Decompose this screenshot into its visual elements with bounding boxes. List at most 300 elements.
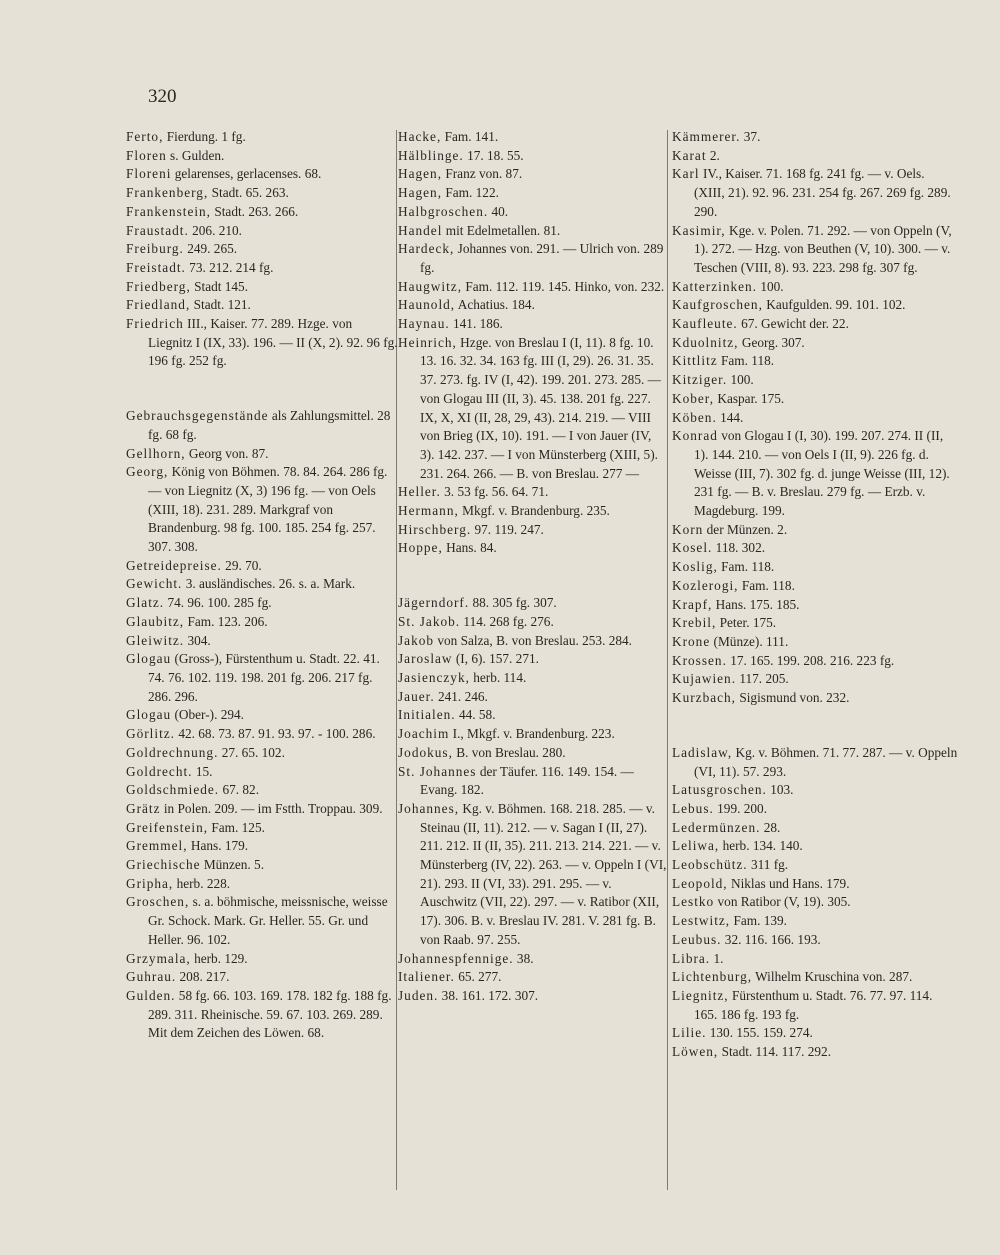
index-entry bbox=[398, 315, 668, 334]
index-entry bbox=[398, 650, 668, 669]
entry-references: Hans. 84. bbox=[442, 540, 497, 556]
index-entry bbox=[672, 837, 958, 856]
entry-headword: Glatz. bbox=[126, 595, 165, 611]
entry-headword: Krebil, bbox=[672, 615, 717, 631]
entry-headword: Konrad bbox=[672, 428, 718, 444]
entry-headword: Grzymala, bbox=[126, 950, 191, 966]
entry-references: 42. 68. 73. 87. 91. 93. 97. - 100. 286. bbox=[175, 726, 376, 742]
entry-references: 67. Gewicht der. 22. bbox=[737, 316, 849, 332]
entry-headword: Georg, bbox=[126, 464, 169, 480]
entry-references: von Salza, B. von Breslau. 253. 284. bbox=[434, 632, 632, 648]
entry-headword: Leobschütz. bbox=[672, 857, 748, 873]
entry-headword: Fraustadt. bbox=[126, 222, 189, 238]
index-entry bbox=[398, 147, 668, 166]
entry-references: 17. 165. 199. 208. 216. 223 fg. bbox=[726, 652, 895, 668]
index-entry bbox=[126, 463, 398, 557]
entry-headword: Kittlitz bbox=[672, 353, 718, 369]
index-entry bbox=[672, 315, 958, 334]
entry-references: (Ober-). 294. bbox=[171, 707, 244, 723]
index-entry bbox=[398, 613, 668, 632]
entry-references: als Zahlungsmittel. 28 fg. 68 fg. bbox=[148, 408, 391, 442]
entry-headword: Floren bbox=[126, 147, 167, 163]
entry-headword: Ledermünzen. bbox=[672, 819, 761, 835]
entry-references: 38. 161. 172. 307. bbox=[438, 987, 539, 1003]
index-entry bbox=[672, 409, 958, 428]
index-entry bbox=[672, 633, 958, 652]
index-entry bbox=[672, 296, 958, 315]
entry-references: 15. bbox=[192, 763, 213, 779]
entry-references: herb. 134. 140. bbox=[719, 838, 803, 854]
entry-headword: Frankenstein, bbox=[126, 203, 212, 219]
entry-references: Fam. 139. bbox=[730, 913, 788, 929]
entry-headword: Latusgroschen. bbox=[672, 782, 767, 798]
entry-references: Georg von. 87. bbox=[185, 445, 269, 461]
entry-headword: Kujawien. bbox=[672, 671, 737, 687]
entry-references: 199. 200. bbox=[713, 800, 768, 816]
index-entry bbox=[672, 670, 958, 689]
entry-headword: Kober, bbox=[672, 390, 715, 406]
index-entry bbox=[672, 427, 958, 521]
entry-references: Fam. 112. 119. 145. Hinko, von. 232. bbox=[462, 278, 665, 294]
entry-headword: Leopold, bbox=[672, 875, 728, 891]
index-entry bbox=[672, 931, 958, 950]
entry-references: 304. bbox=[184, 632, 211, 648]
entry-references: 67. 82. bbox=[219, 782, 260, 798]
entry-headword: Lilie. bbox=[672, 1025, 707, 1041]
entry-references: 241. 246. bbox=[434, 688, 488, 704]
entry-references: 29. 70. bbox=[221, 557, 262, 573]
entry-references: in Polen. 209. — im Fstth. Troppau. 309. bbox=[160, 800, 383, 816]
entry-headword: Joachim bbox=[398, 726, 450, 742]
entry-headword: Glogau bbox=[126, 651, 172, 667]
entry-references: 103. bbox=[766, 782, 794, 798]
index-entry bbox=[126, 128, 398, 147]
entry-references: Fam. 122. bbox=[442, 185, 499, 201]
entry-headword: Katterzinken. bbox=[672, 278, 757, 294]
entry-references: mit Edelmetallen. 81. bbox=[442, 222, 561, 238]
index-entry bbox=[672, 893, 958, 912]
entry-references: herb. 129. bbox=[190, 950, 248, 966]
entry-references: 65. 277. bbox=[454, 969, 502, 985]
index-entry bbox=[126, 987, 398, 1043]
entry-headword: Libra. bbox=[672, 950, 711, 966]
index-entry bbox=[398, 744, 668, 763]
entry-references: Wilhelm Kruschina von. 287. bbox=[752, 969, 913, 985]
index-entry bbox=[398, 987, 668, 1006]
entry-headword: Kurzbach, bbox=[672, 690, 737, 706]
index-entry bbox=[126, 557, 398, 576]
entry-headword: Kasimir, bbox=[672, 222, 726, 238]
index-entry bbox=[672, 147, 958, 166]
entry-references: König von Böhmen. 78. 84. 264. 286 fg. — von Liegnitz (X, 3) 196 fg. — von Oels (XIII, 18). 231. 289. Markgraf von Brandenburg. 98 fg. 100. 185. 254 fg. 257. 307. 308. bbox=[148, 464, 388, 555]
index-entry bbox=[672, 1024, 958, 1043]
entry-references: gelarenses, gerlacenses. 68. bbox=[171, 166, 322, 182]
index-entry bbox=[672, 968, 958, 987]
index-entry bbox=[672, 1043, 958, 1062]
entry-headword: Heinrich, bbox=[398, 334, 457, 350]
page-number: 320 bbox=[148, 86, 177, 107]
index-entry bbox=[398, 184, 668, 203]
index-entry bbox=[398, 203, 668, 222]
index-entry bbox=[126, 165, 398, 184]
entry-headword: Goldschmiede. bbox=[126, 782, 220, 798]
index-entry bbox=[672, 689, 958, 708]
entry-references: 141. 186. bbox=[449, 316, 503, 332]
entry-headword: Groschen, bbox=[126, 894, 190, 910]
entry-references: 28. bbox=[760, 819, 781, 835]
entry-references: Hans. 179. bbox=[187, 838, 249, 854]
index-entry bbox=[398, 950, 668, 969]
entry-references: 58 fg. 66. 103. 169. 178. 182 fg. 188 fg. 289. 311. Rheinische. 59. 67. 103. 269. 289. Mit dem Zeichen des Löwen. 68. bbox=[148, 987, 392, 1041]
index-entry bbox=[398, 296, 668, 315]
index-entry bbox=[672, 165, 958, 221]
entry-references: Fam. 118. bbox=[738, 577, 795, 593]
index-entry bbox=[398, 968, 668, 987]
entry-references: 74. 96. 100. 285 fg. bbox=[164, 595, 272, 611]
entry-headword: Ladislaw, bbox=[672, 744, 733, 760]
entry-references: 44. 58. bbox=[455, 707, 496, 723]
entry-references: Sigismund von. 232. bbox=[736, 690, 850, 706]
entry-references: Kaspar. 175. bbox=[714, 390, 785, 406]
entry-headword: St. Johannes bbox=[398, 763, 477, 779]
index-entry bbox=[672, 222, 958, 278]
entry-references: Mkgf. v. Brandenburg. 235. bbox=[458, 503, 610, 519]
entry-headword: Floreni bbox=[126, 166, 172, 182]
entry-references: Hzge. von Breslau I (I, 11). 8 fg. 10. 13. 16. 32. 34. 163 fg. III (I, 29). 26. 31. 35. 37. 273. fg. IV (I, 42). 199. 201. 273. 285. — von Glogau III (II, 3). 45. 138. 201 fg. 227. IX, X, XI (II, 28, 29, 43). 214. 219. — VIII von Brieg (IX, 10). 191. — I von Jauer (IV, 3). 142. 237. — I von Münsterberg (XIII, 5). 231. 264. 266. — B. von Breslau. 277 — bbox=[420, 334, 661, 481]
index-entry bbox=[398, 594, 668, 613]
index-column-2 bbox=[398, 128, 668, 1006]
entry-references: (Gross-), Fürstenthum u. Stadt. 22. 41. 74. 76. 102. 119. 198. 201 fg. 206. 217 fg. 286. 296. bbox=[148, 651, 380, 704]
entry-references: 17. 18. 55. bbox=[463, 147, 524, 163]
entry-headword: Ferto, bbox=[126, 129, 164, 144]
index-entry bbox=[126, 407, 398, 444]
index-entry bbox=[672, 744, 958, 781]
index-entry bbox=[126, 837, 398, 856]
entry-headword: Jasienczyk, bbox=[398, 669, 470, 685]
index-entry bbox=[126, 315, 398, 371]
index-entry bbox=[672, 614, 958, 633]
entry-references: herb. 228. bbox=[173, 875, 231, 891]
entry-headword: Gebrauchsgegenstände bbox=[126, 408, 269, 424]
entry-headword: Löwen, bbox=[672, 1044, 719, 1060]
entry-references: 206. 210. bbox=[188, 222, 242, 238]
entry-references: 118. 302. bbox=[712, 540, 766, 556]
entry-references: 3. 53 fg. 56. 64. 71. bbox=[440, 484, 549, 500]
entry-references: 3. ausländisches. 26. s. a. Mark. bbox=[182, 576, 356, 592]
entry-headword: Goldrecht. bbox=[126, 763, 193, 779]
entry-headword: Gulden. bbox=[126, 987, 176, 1003]
entry-references: 37. bbox=[740, 129, 761, 144]
index-entry bbox=[672, 950, 958, 969]
index-entry bbox=[398, 165, 668, 184]
index-entry bbox=[126, 184, 398, 203]
index-entry bbox=[672, 987, 958, 1024]
index-entry bbox=[126, 259, 398, 278]
entry-headword: Griechische bbox=[126, 857, 201, 873]
entry-references: Stadt. 114. 117. 292. bbox=[718, 1044, 832, 1060]
entry-references: 40. bbox=[488, 203, 509, 219]
index-entry bbox=[126, 632, 398, 651]
entry-headword: Karat bbox=[672, 147, 707, 163]
entry-headword: St. Jakob. bbox=[398, 613, 461, 629]
entry-references: von Ratibor (V, 19). 305. bbox=[714, 894, 851, 910]
index-entry bbox=[672, 334, 958, 353]
entry-headword: Glogau bbox=[126, 707, 172, 723]
entry-headword: Gellhorn, bbox=[126, 445, 186, 461]
index-column-1 bbox=[126, 128, 398, 1043]
entry-references: Peter. 175. bbox=[716, 615, 777, 631]
entry-headword: Lebus. bbox=[672, 800, 714, 816]
entry-headword: Görlitz. bbox=[126, 726, 175, 742]
index-entry bbox=[126, 613, 398, 632]
entry-headword: Hacke, bbox=[398, 129, 442, 144]
entry-references: 32. 116. 166. 193. bbox=[721, 931, 821, 947]
index-entry bbox=[126, 222, 398, 241]
index-entry bbox=[126, 893, 398, 949]
entry-headword: Johannes, bbox=[398, 800, 460, 816]
entry-references: Georg. 307. bbox=[738, 334, 805, 350]
entry-headword: Haunold, bbox=[398, 297, 456, 313]
entry-headword: Krone bbox=[672, 633, 711, 649]
entry-references: 88. 305 fg. 307. bbox=[469, 595, 557, 611]
entry-references: Fam. 125. bbox=[208, 819, 265, 835]
entry-references: Achatius. 184. bbox=[455, 297, 535, 313]
entry-references: der Münzen. 2. bbox=[703, 521, 788, 537]
entry-headword: Italiener. bbox=[398, 969, 455, 985]
entry-headword: Juden. bbox=[398, 987, 439, 1003]
entry-references: (Münze). 111. bbox=[710, 633, 789, 649]
entry-headword: Hoppe, bbox=[398, 540, 443, 556]
index-entry bbox=[398, 128, 668, 147]
entry-references: Stadt. 263. 266. bbox=[211, 203, 299, 219]
entry-references: 100. bbox=[727, 372, 754, 388]
index-entry bbox=[126, 445, 398, 464]
entry-headword: Hirschberg. bbox=[398, 521, 472, 537]
entry-headword: Greifenstein, bbox=[126, 819, 209, 835]
entry-references: Fam. 123. 206. bbox=[184, 613, 268, 629]
entry-references: B. von Breslau. 280. bbox=[452, 744, 566, 760]
entry-headword: Initialen. bbox=[398, 707, 456, 723]
index-entry bbox=[398, 725, 668, 744]
entry-headword: Kämmerer. bbox=[672, 129, 741, 144]
entry-references: 27. 65. 102. bbox=[218, 744, 285, 760]
index-entry bbox=[672, 596, 958, 615]
entry-headword: Halbgroschen. bbox=[398, 203, 489, 219]
entry-headword: Jaroslaw bbox=[398, 651, 453, 667]
entry-headword: Hardeck, bbox=[398, 241, 455, 257]
index-entry bbox=[672, 278, 958, 297]
entry-references: Münzen. 5. bbox=[200, 857, 265, 873]
entry-references: herb. 114. bbox=[469, 669, 527, 685]
index-entry bbox=[398, 240, 668, 277]
entry-headword: Jakob bbox=[398, 632, 435, 648]
entry-headword: Freistadt. bbox=[126, 259, 186, 275]
entry-references: IV., Kaiser. 71. 168 fg. 241 fg. — v. Oels. (XIII, 21). 92. 96. 231. 254 fg. 267. 269 fg. 289. 290. bbox=[694, 166, 951, 219]
entry-headword: Handel bbox=[398, 222, 443, 238]
index-entry bbox=[672, 819, 958, 838]
index-entry bbox=[672, 539, 958, 558]
entry-headword: Goldrechnung. bbox=[126, 744, 219, 760]
entry-headword: Friedberg, bbox=[126, 278, 191, 294]
index-entry bbox=[398, 632, 668, 651]
index-entry bbox=[398, 278, 668, 297]
entry-headword: Grätz bbox=[126, 800, 161, 816]
index-entry bbox=[398, 483, 668, 502]
entry-headword: Lestko bbox=[672, 894, 715, 910]
entry-references: 100. bbox=[757, 278, 784, 294]
index-entry bbox=[398, 706, 668, 725]
entry-headword: Korn bbox=[672, 521, 704, 537]
entry-headword: Krapf, bbox=[672, 596, 713, 612]
entry-references: 208. 217. bbox=[176, 969, 230, 985]
entry-references: Kaufgulden. 99. 101. 102. bbox=[762, 297, 906, 313]
entry-headword: Lichtenburg, bbox=[672, 969, 753, 985]
index-entry bbox=[672, 800, 958, 819]
entry-headword: Frankenberg, bbox=[126, 185, 209, 201]
entry-references: 97. 119. 247. bbox=[471, 521, 544, 537]
index-entry bbox=[126, 594, 398, 613]
entry-headword: Heller. bbox=[398, 484, 441, 500]
entry-headword: Karl bbox=[672, 166, 700, 182]
entry-headword: Haynau. bbox=[398, 316, 450, 332]
index-entry bbox=[126, 240, 398, 259]
entry-headword: Guhrau. bbox=[126, 969, 177, 985]
index-entry bbox=[126, 725, 398, 744]
index-entry bbox=[398, 669, 668, 688]
index-entry bbox=[126, 856, 398, 875]
entry-headword: Krossen. bbox=[672, 652, 727, 668]
index-entry bbox=[126, 650, 398, 706]
entry-references: 73. 212. 214 fg. bbox=[185, 259, 274, 275]
index-entry bbox=[672, 577, 958, 596]
entry-references: 144. bbox=[716, 409, 744, 425]
index-entry bbox=[398, 334, 668, 484]
index-entry bbox=[126, 744, 398, 763]
entry-references: Johannes von. 291. — Ulrich von. 289 fg. bbox=[420, 241, 664, 275]
index-entry bbox=[672, 875, 958, 894]
entry-headword: Kduolnitz, bbox=[672, 334, 739, 350]
index-entry bbox=[672, 912, 958, 931]
entry-references: 2. bbox=[706, 147, 720, 163]
index-entry bbox=[398, 800, 668, 950]
index-entry bbox=[398, 502, 668, 521]
index-entry bbox=[672, 390, 958, 409]
index-column-3 bbox=[672, 128, 958, 1062]
entry-references: 311 fg. bbox=[747, 857, 789, 873]
entry-references: Fam. 141. bbox=[441, 129, 499, 144]
entry-references: s. Gulden. bbox=[166, 147, 225, 163]
entry-headword: Freiburg. bbox=[126, 241, 184, 257]
entry-references: Stadt. 121. bbox=[190, 297, 251, 313]
index-entry bbox=[398, 763, 668, 800]
entry-headword: Hälblinge. bbox=[398, 147, 464, 163]
entry-headword: Haugwitz, bbox=[398, 278, 463, 294]
entry-references: Hans. 175. 185. bbox=[712, 596, 800, 612]
entry-headword: Kaufleute. bbox=[672, 316, 738, 332]
index-entry bbox=[126, 968, 398, 987]
index-entry bbox=[398, 688, 668, 707]
entry-headword: Jodokus, bbox=[398, 744, 453, 760]
entry-headword: Köben. bbox=[672, 409, 717, 425]
entry-references: 1. bbox=[710, 950, 724, 966]
entry-headword: Friedrich bbox=[126, 316, 184, 332]
entry-references: 130. 155. 159. 274. bbox=[706, 1025, 813, 1041]
entry-references: von Glogau I (I, 30). 199. 207. 274. II (II, 1). 144. 210. — von Oels I (II, 9). 226 fg. d. Weisse (III, 7). 302 fg. d. junge Weisse (III, 12). 231 fg. — B. v. Breslau. 279 fg. — Erzb. v. Magdeburg. 199. bbox=[694, 428, 950, 519]
index-entry bbox=[126, 203, 398, 222]
index-entry bbox=[126, 800, 398, 819]
entry-headword: Kitziger. bbox=[672, 372, 728, 388]
entry-references: Kge. v. Polen. 71. 292. — von Oppeln (V, 1). 272. — Hzg. von Beuthen (V, 10). 300. — v. Teschen (VIII, 8). 93. 223. 298 fg. 307 fg. bbox=[694, 222, 952, 275]
entry-headword: Liegnitz, bbox=[672, 987, 729, 1003]
entry-references: Fam. 118. bbox=[717, 559, 775, 575]
entry-headword: Hagen, bbox=[398, 166, 443, 182]
index-entry bbox=[126, 875, 398, 894]
index-entry bbox=[126, 147, 398, 166]
entry-headword: Jauer. bbox=[398, 688, 435, 704]
entry-headword: Glaubitz, bbox=[126, 613, 185, 629]
index-entry bbox=[672, 352, 958, 371]
entry-headword: Hagen, bbox=[398, 185, 443, 201]
index-entry bbox=[126, 950, 398, 969]
entry-references: Fierdung. 1 fg. bbox=[163, 129, 246, 144]
entry-headword: Koslig, bbox=[672, 559, 718, 575]
entry-headword: Lestwitz, bbox=[672, 913, 731, 929]
entry-references: 249. 265. bbox=[183, 241, 238, 257]
index-entry bbox=[672, 558, 958, 577]
entry-headword: Kaufgroschen, bbox=[672, 297, 763, 313]
index-entry bbox=[126, 819, 398, 838]
entry-references: Kg. v. Böhmen. 71. 77. 287. — v. Oppeln (VI, 11). 57. 293. bbox=[694, 744, 958, 779]
index-entry bbox=[398, 521, 668, 540]
index-entry bbox=[672, 521, 958, 540]
entry-headword: Leubus. bbox=[672, 931, 722, 947]
entry-references: Fam. 118. bbox=[717, 353, 775, 369]
index-entry bbox=[672, 856, 958, 875]
entry-headword: Getreidepreise. bbox=[126, 557, 222, 573]
index-entry bbox=[126, 278, 398, 297]
index-entry bbox=[398, 539, 668, 558]
index-entry bbox=[672, 781, 958, 800]
entry-references: Niklas und Hans. 179. bbox=[727, 875, 850, 891]
index-entry bbox=[398, 222, 668, 241]
entry-references: 38. bbox=[513, 950, 534, 966]
index-entry bbox=[126, 706, 398, 725]
index-entry bbox=[126, 296, 398, 315]
entry-references: I., Mkgf. v. Brandenburg. 223. bbox=[449, 726, 615, 742]
entry-headword: Gremmel, bbox=[126, 838, 188, 854]
index-entry bbox=[126, 763, 398, 782]
index-entry bbox=[672, 652, 958, 671]
entry-headword: Friedland, bbox=[126, 297, 191, 313]
entry-references: 114. 268 fg. 276. bbox=[460, 613, 554, 629]
entry-headword: Jägerndorf. bbox=[398, 595, 470, 611]
entry-references: III., Kaiser. 77. 289. Hzge. von Liegnitz I (IX, 33). 196. — II (X, 2). 92. 96 fg. 196 fg. 252 fg. bbox=[148, 316, 398, 369]
entry-headword: Hermann, bbox=[398, 503, 459, 519]
index-entry bbox=[672, 128, 958, 147]
entry-references: s. a. böhmische, meissnische, weisse Gr. Schock. Mark. Gr. Heller. 55. Gr. und Heller. 96. 102. bbox=[148, 894, 388, 947]
entry-references: (I, 6). 157. 271. bbox=[452, 651, 539, 667]
entry-references: Stadt 145. bbox=[190, 278, 249, 294]
entry-references: Kg. v. Böhmen. 168. 218. 285. — v. Steinau (II, 11). 212. — v. Sagan I (II, 27). 211. 212. II (II, 35). 211. 213. 214. 221. — v. Münsterberg (IV, 22). 263. — v. Oppeln I (VI, 21). 293. II (VI, 33). 291. 295. — v. Auschwitz (VII, 22). 297. — v. Ratibor (XII, 17). 306. B. v. Breslau IV. 281. V. 281 fg. B. von Raab. 97. 255. bbox=[420, 800, 667, 947]
entry-references: Franz von. 87. bbox=[442, 166, 523, 182]
entry-headword: Gripha, bbox=[126, 875, 174, 891]
entry-headword: Gleiwitz. bbox=[126, 632, 185, 648]
entry-references: der Täufer. 116. 149. 154. — Evang. 182. bbox=[420, 763, 634, 798]
entry-references: Stadt. 65. 263. bbox=[208, 185, 289, 201]
entry-headword: Leliwa, bbox=[672, 838, 720, 854]
entry-headword: Kosel. bbox=[672, 540, 713, 556]
entry-headword: Kozlerogi, bbox=[672, 577, 739, 593]
